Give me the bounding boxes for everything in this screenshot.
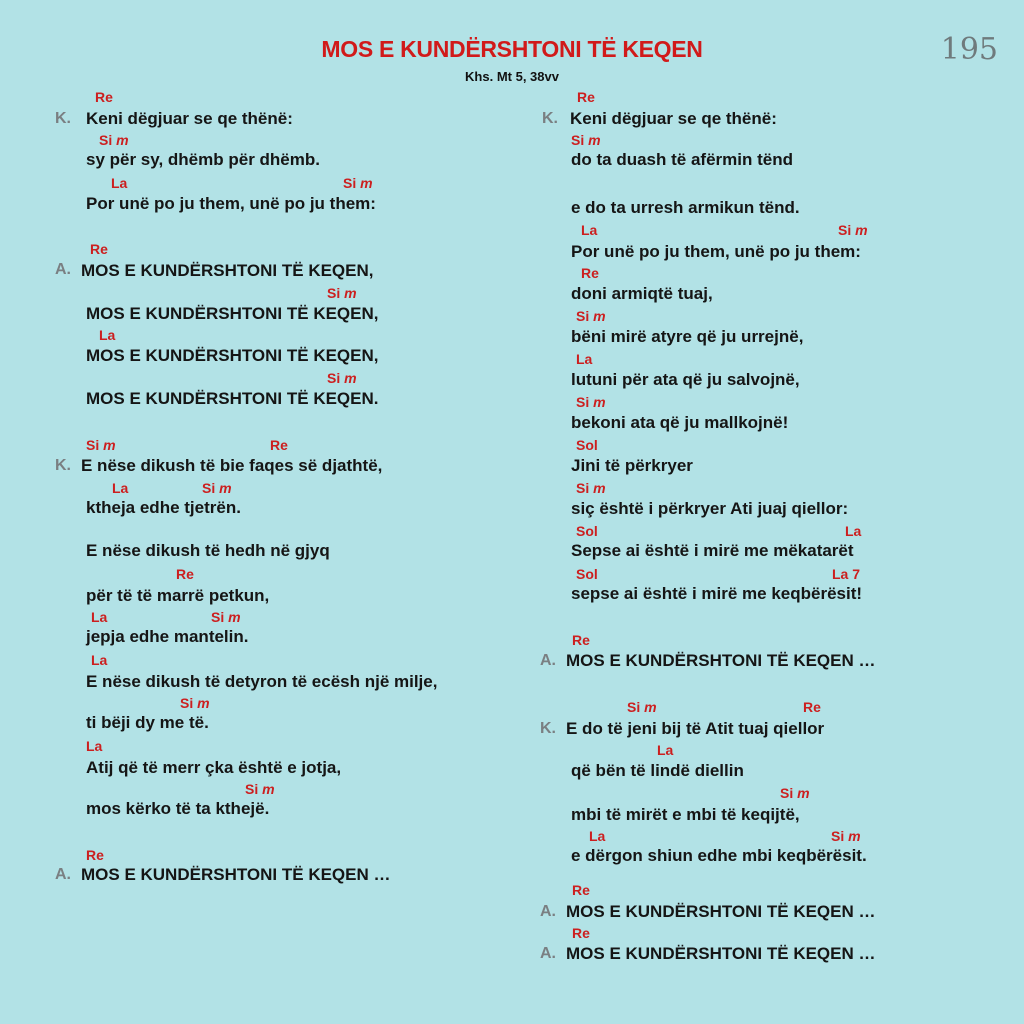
cantor-marker: K.: [542, 110, 558, 127]
chord: Si m: [327, 370, 357, 386]
lyric-line: E do të jeni bij të Atit tuaj qiellor: [566, 719, 825, 738]
page-number: 195: [940, 32, 998, 67]
assembly-marker: A.: [55, 866, 71, 883]
lyric-line: sepse ai është i mirë me keqbërësit!: [571, 584, 863, 603]
lyric-line: ti bëji dy me të.: [86, 713, 209, 732]
chord: Si m: [627, 699, 657, 715]
refrain-line: MOS E KUNDËRSHTONI TË KEQEN,: [81, 261, 374, 280]
chord: Si m: [838, 222, 868, 238]
chord: Si m: [576, 480, 606, 496]
chord: Sol: [576, 566, 598, 582]
chord: Re: [90, 241, 108, 257]
refrain-line: MOS E KUNDËRSHTONI TË KEQEN.: [86, 389, 379, 408]
chord: Re: [577, 89, 595, 105]
chord: La: [576, 351, 593, 367]
lyric-line: për të të marrë petkun,: [86, 586, 270, 605]
chord: Re: [572, 882, 590, 898]
song-title: MOS E KUNDËRSHTONI TË KEQEN: [321, 36, 703, 62]
chord: La: [111, 175, 128, 191]
chord: Si m: [202, 480, 232, 496]
chord: Si m: [576, 308, 606, 324]
assembly-marker: A.: [55, 261, 71, 278]
lyric-line: Keni dëgjuar se qe thënë:: [570, 109, 777, 128]
chord: Re: [176, 566, 194, 582]
lyric-line: Sepse ai është i mirë me mëkatarët: [571, 541, 854, 560]
lyric-line: mbi të mirët e mbi të keqijtë,: [571, 805, 800, 824]
lyric-line: E nëse dikush të hedh në gjyq: [86, 541, 330, 560]
lyric-line: e do ta urresh armikun tënd.: [571, 198, 800, 217]
lyric-line: Atij që të merr çka është e jotja,: [86, 758, 342, 777]
chord: La: [581, 222, 598, 238]
cantor-marker: K.: [55, 457, 71, 474]
chord: Re: [572, 632, 590, 648]
lyric-line: Por unë po ju them, unë po ju them:: [86, 194, 376, 213]
chord: La: [589, 828, 606, 844]
scripture-reference: Khs. Mt 5, 38vv: [465, 69, 559, 84]
lyric-line: Jini të përkryer: [571, 456, 693, 475]
chord: Si m: [831, 828, 861, 844]
chord: Si m: [571, 132, 601, 148]
chord: Re: [803, 699, 821, 715]
assembly-marker: A.: [540, 652, 556, 669]
chord: La: [112, 480, 129, 496]
lyric-line: lutuni për ata që ju salvojnë,: [571, 370, 800, 389]
chord: Si m: [780, 785, 810, 801]
lyric-line: sy për sy, dhëmb për dhëmb.: [86, 150, 320, 169]
lyric-line: doni armiqtë tuaj,: [571, 284, 713, 303]
refrain-line: MOS E KUNDËRSHTONI TË KEQEN …: [81, 865, 391, 884]
assembly-marker: A.: [540, 945, 556, 962]
chord: La: [91, 609, 108, 625]
chord: La: [91, 652, 108, 668]
cantor-marker: K.: [55, 110, 71, 127]
chord: Re: [86, 847, 104, 863]
chord: La: [657, 742, 674, 758]
lyric-line: ktheja edhe tjetrën.: [86, 498, 241, 517]
chord: Si m: [576, 394, 606, 410]
lyric-line: e dërgon shiun edhe mbi keqbërësit.: [571, 846, 867, 865]
refrain-line: MOS E KUNDËRSHTONI TË KEQEN,: [86, 304, 379, 323]
chord: Re: [572, 925, 590, 941]
chord: Si m: [327, 285, 357, 301]
lyric-line: Keni dëgjuar se qe thënë:: [86, 109, 293, 128]
refrain-line: MOS E KUNDËRSHTONI TË KEQEN …: [566, 944, 876, 963]
chord: La: [845, 523, 862, 539]
chord: Si m: [343, 175, 373, 191]
lyric-line: bekoni ata që ju mallkojnë!: [571, 413, 789, 432]
chord: Sol: [576, 523, 598, 539]
chord: La 7: [832, 566, 861, 582]
chord: La: [99, 327, 116, 343]
chord: Si m: [245, 781, 275, 797]
lyric-line: E nëse dikush të bie faqes së djathtë,: [81, 456, 383, 475]
lyric-line: Por unë po ju them, unë po ju them:: [571, 242, 861, 261]
refrain-line: MOS E KUNDËRSHTONI TË KEQEN …: [566, 651, 876, 670]
chord: Si m: [211, 609, 241, 625]
lyric-line: mos kërko të ta kthejë.: [86, 799, 270, 818]
cantor-marker: K.: [540, 720, 556, 737]
chord: La: [86, 738, 103, 754]
lyric-line: që bën të lindë diellin: [571, 761, 744, 780]
lyric-line: E nëse dikush të detyron të ecësh një milje,: [86, 672, 438, 691]
refrain-line: MOS E KUNDËRSHTONI TË KEQEN,: [86, 346, 379, 365]
chord: Si m: [180, 695, 210, 711]
chord: Sol: [576, 437, 598, 453]
chord: Si m: [99, 132, 129, 148]
chord: Re: [270, 437, 288, 453]
lyric-line: siç është i përkryer Ati juaj qiellor:: [571, 499, 849, 518]
chord: Re: [95, 89, 113, 105]
lyric-line: do ta duash të afërmin tënd: [571, 150, 793, 169]
assembly-marker: A.: [540, 903, 556, 920]
lyric-line: bëni mirë atyre që ju urrejnë,: [571, 327, 804, 346]
lyric-line: jepja edhe mantelin.: [86, 627, 249, 646]
chord: Si m: [86, 437, 116, 453]
refrain-line: MOS E KUNDËRSHTONI TË KEQEN …: [566, 902, 876, 921]
chord: Re: [581, 265, 599, 281]
